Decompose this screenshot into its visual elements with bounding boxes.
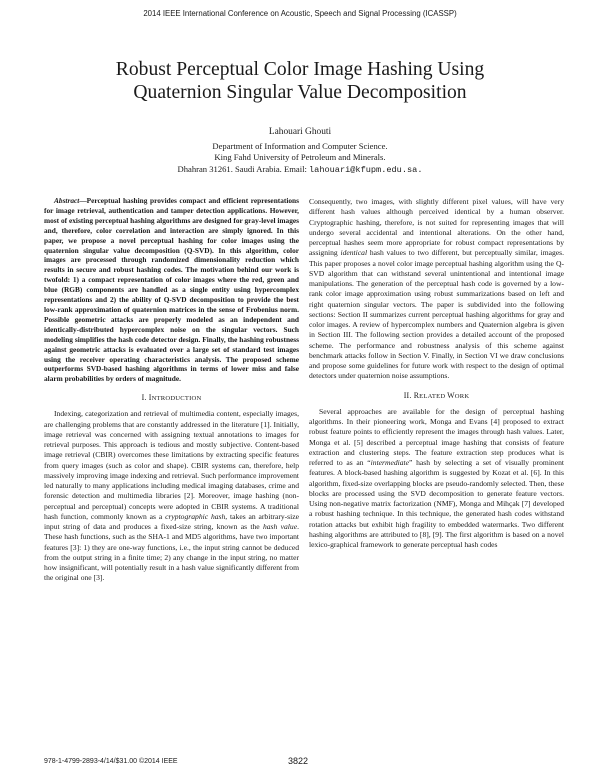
right-text-b: hash values to two different, but perceptually similar, images. This paper proposes a novel color image perceptual hashing algorithm using the Q-SVD algorithm that can withstand several unintentional and intentional image manipulations. The generation of the perceptual hash code is governed by a low-rank color image approximation using robust summarizations based on left and right quaternion singular vectors. The paper is subdivided into the following sections: Section II summarizes current perceptual hashing algorithms for gray and color images. A review of hypercomplex numbers and Quaternion algebra is given in Section III. The following section provides a detailed account of the proposed scheme. The performance and robustness analysis of this scheme against benchmark attacks follow in Section V. Finally, in Section VI we draw conclusions and propose some guidelines for future work with respect to the design of optimal detectors under quaternion noise assumptions. (309, 248, 564, 381)
right-emphasis: identical (340, 248, 368, 258)
intro-paragraph (44, 409, 299, 583)
author-block (100, 127, 500, 176)
paper-title (40, 58, 560, 104)
intro-emphasis-1: cryptographic hash (165, 511, 226, 521)
related-text-b: ” hash by selecting a set of visually prominent features. A block-based hashing algorithm is suggested by Kozat et al. [6]. In this algorithm, fixed-size overlapping blocks are pseudo-randomly selected. Then, these blocks are processed using the SVD decomposition to generate feature vectors. Using non-negative matrix factorization (NMF), Monga and Mihçak [7] developed a robust hashing technique. In this technique, the generated hash codes withstand rotation attacks but exhibit high fragility to embedded watermarks. Two different hashing algorithms are attributed to [8], [9]. The first algorithm is based on a novel lexico-graphical framework to generate perceptual hash codes (309, 458, 565, 549)
affiliation-department: Department of Information and Computer Science. (212, 140, 388, 151)
author-name: Lahouari Ghouti (268, 127, 332, 137)
related-rest-2: ORK (454, 392, 470, 400)
intro-text-c: . These hash functions, such as the SHA-1 and MD5 algorithms, have two important features [3]: 1) they are one-way functions, i.e., the input string cannot be deduced from the output string in a finite time; 2) any change in the input string, no matter how insignificant, will potentially result in a hash value significantly different from the original one [3]. (44, 522, 299, 583)
related-numeral: II. (403, 390, 414, 400)
abstract-label: Abstract (54, 196, 80, 205)
right-text-a: Consequently, two images, with slightly different pixel values, will have very different hash values although perceived identical by a human observer. Cryptographic hashing, therefore, is not suited for representing images that will undergo several accidental and intentional alterations. On the other hand, perceptual hashes seem more appropriate for robust compact representations by assigning (309, 197, 564, 258)
right-paragraph-1 (309, 197, 564, 382)
affiliation-university: King Fahd University of Petroleum and Minerals. (214, 152, 386, 163)
author-email: lahouari@kfupm.edu.sa. (309, 164, 423, 175)
intro-emphasis-2: hash value (262, 522, 298, 532)
abstract (44, 196, 299, 384)
intro-text-b: , takes an arbitrary-size input string of data and produces a fixed-size string, known as the (44, 511, 299, 532)
left-column (44, 196, 299, 584)
address-text: Dhahran 31261. Saudi Arabia. Email: (177, 163, 307, 174)
related-first-letter-2: W (447, 390, 455, 400)
intro-first-letter: I (148, 393, 152, 403)
intro-text-a: Indexing, categorization and retrieval of multimedia content, especially images, are challenging problems that are constantly addressed in the literature [1]. Initially, image retrieval was concerned with assigning textual annotations to images for retrieval purposes. This approach is tedious and mostly subjective. Content-based image retrieval (CBIR) overcomes these limitations by extracting specific features from query images (such as color and shape). CBIR systems can, therefore, help massively improving image indexing and retrieval. Such performance improvement led naturally to many applications including medical imaging databases, crime and forensic detection and multimedia libraries [2]. Moreover, image hashing (non-perceptual and perceptual) concepts were adopted in CBIR systems. A traditional hash function, commonly known as a (44, 409, 299, 521)
related-paragraph (309, 407, 564, 551)
running-header: 2014 IEEE International Conference on Acoustic, Speech and Signal Processing (ICASSP) (143, 9, 457, 18)
section-heading-introduction (44, 393, 299, 404)
page-number: 3822 (288, 756, 309, 766)
related-first-letter-1: R (413, 390, 420, 400)
related-emphasis: intermediate (370, 458, 410, 467)
related-rest-1: ELATED (419, 392, 448, 400)
intro-rest: NTRODUCTION (151, 395, 202, 403)
section-heading-related-work (309, 391, 564, 402)
intro-numeral: I. (141, 393, 149, 403)
right-column (309, 197, 564, 550)
author-address (100, 164, 500, 177)
abstract-text: —Perceptual hashing provides compact and efficient representations for image retrieval, authentication and tamper detection applications. However, most of existing perceptual hashing algorithms are designed for gray-level images and, therefore, color correlation and interaction are simply ignored. In this paper, we propose a novel perceptual hashing for color images using the quaternion singular value decomposition (Q-SVD). In this algorithm, color images are processed through randomized dimensionality reduction which results in secure and robust hashing codes. The motivation behind our work is twofold: 1) a compact representation of color images where the red, green and blue (RGB) components are handled as a single entity using hypercomplex representations and 2) the ability of Q-SVD decomposition to provide the best low-rank approximation of quaternion matrices in the sense of Frobenius norm. Possible geometric attacks are properly modeled as an independent and identically-distributed hypercomplex noise on the singular vectors. Such modeling simplifies the hash code detector design. Finally, the hashing robustness against geometric attacks is evaluated over a large set of standard test images using the receiver operating characteristics analysis. The proposed scheme outperforms SVD-based hashing algorithms in terms of lower miss and false alarm probabilities by orders of magnitude. (44, 196, 299, 384)
related-text-a: Several approaches are available for the design of perceptual hashing algorithms. In their pioneering work, Monga and Evans [4] proposed to extract robust feature points to efficiently represent the images through hash values. Later, Monga et al. [5] described a perceptual image hashing that consists of feature extraction and clustering steps. The feature extraction step produces what is referred to as an “ (309, 406, 564, 467)
title-line-2: Quaternion Singular Value Decomposition (133, 82, 467, 103)
title-line-1: Robust Perceptual Color Image Hashing Using (115, 59, 485, 80)
footer-copyright: 978-1-4799-2893-4/14/$31.00 ©2014 IEEE (44, 758, 178, 765)
